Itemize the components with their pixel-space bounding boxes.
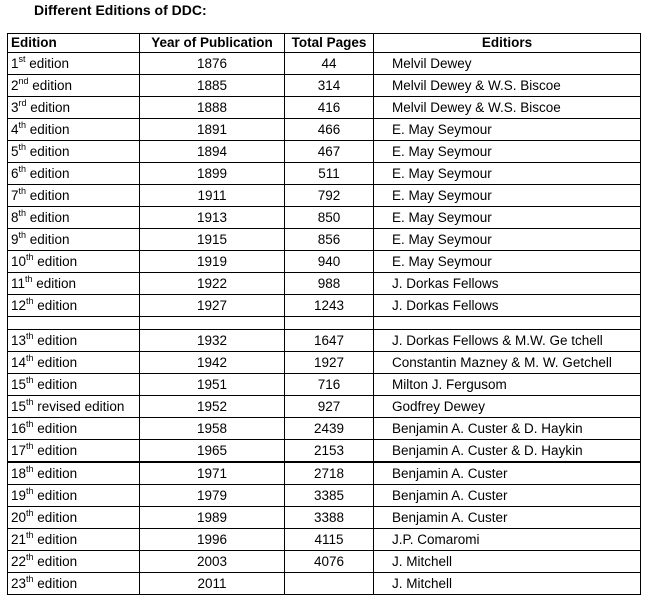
cell-pages: 511 [285,163,374,185]
cell-edition [8,119,140,141]
cell-edition [8,485,140,507]
edition-ordinal-suffix: th [26,418,34,429]
cell-pages: 4076 [285,551,374,573]
cell-year: 1888 [140,97,285,119]
table-row [8,207,641,229]
table-body [8,53,641,595]
cell-year: 1971 [140,462,285,485]
table-row [8,229,641,251]
edition-number: 18 [11,466,27,481]
edition-ordinal-suffix: th [18,119,27,130]
edition-ordinal-suffix: th [26,485,34,496]
cell-year: 1965 [140,440,285,463]
edition-number: 23 [11,576,27,591]
edition-number: 12 [11,298,27,313]
edition-label: edition [33,488,78,503]
cell-pages: 1243 [285,295,374,317]
table-row [8,529,641,551]
cell-year: 1942 [140,352,285,374]
cell-edition [8,53,140,75]
page-title: Different Editions of DDC: [34,2,207,18]
cell-editors: Milton J. Fergusom [374,374,641,396]
edition-number: 21 [11,532,27,547]
table-row [8,573,641,595]
edition-ordinal-suffix: th [18,185,27,196]
edition-number: 8 [11,210,19,225]
cell-pages: 988 [285,273,374,295]
cell-year: 1951 [140,374,285,396]
table-row [8,273,641,295]
table-row [8,551,641,573]
edition-label: edition [33,298,78,313]
edition-label: edition [33,510,78,525]
cell-editors: Melvil Dewey [374,53,641,75]
edition-ordinal-suffix: th [18,207,27,218]
cell-edition [8,273,140,295]
cell-editors: Benjamin A. Custer [374,507,641,529]
edition-label: edition [33,421,78,436]
cell-edition [8,97,140,119]
cell-edition [8,330,140,352]
cell-editors: E. May Seymour [374,119,641,141]
cell-year: 1913 [140,207,285,229]
cell-editors: Benjamin A. Custer & D. Haykin [374,418,641,440]
cell-edition [8,207,140,229]
cell-editors: J. Mitchell [374,573,641,595]
edition-number: 3 [11,100,19,115]
table-row [8,53,641,75]
cell-pages: 2718 [285,462,374,485]
cell-edition [8,396,140,418]
cell-pages: 2153 [285,440,374,463]
edition-label: edition [26,100,71,115]
cell-year: 1989 [140,507,285,529]
edition-label: edition [26,232,70,247]
cell-editors: E. May Seymour [374,251,641,273]
edition-ordinal-suffix: th [18,163,27,174]
cell-editors: E. May Seymour [374,185,641,207]
cell-pages: 940 [285,251,374,273]
cell-pages: 314 [285,75,374,97]
edition-ordinal-suffix: st [18,53,26,64]
cell-editors: J. Dorkas Fellows [374,273,641,295]
edition-label: edition [26,144,70,159]
spacer-cell [140,317,285,330]
edition-number: 20 [11,510,27,525]
table-row [8,97,641,119]
edition-ordinal-suffix: th [26,529,34,540]
edition-ordinal-suffix: th [26,251,34,262]
cell-edition [8,251,140,273]
edition-number: 6 [11,166,19,181]
table-row [8,507,641,529]
edition-label: edition [26,188,70,203]
cell-edition [8,573,140,595]
edition-label: edition [33,576,78,591]
cell-year: 1911 [140,185,285,207]
edition-ordinal-suffix: th [26,440,34,451]
header-editors: Editiors [374,34,641,53]
edition-number: 1 [11,56,19,71]
edition-number: 14 [11,355,27,370]
cell-pages: 3385 [285,485,374,507]
edition-label: edition [32,276,77,291]
edition-ordinal-suffix: th [26,330,34,341]
editions-table [7,33,641,595]
edition-number: 22 [11,554,27,569]
cell-pages: 4115 [285,529,374,551]
table-row [8,141,641,163]
cell-pages: 3388 [285,507,374,529]
edition-ordinal-suffix: th [25,273,33,284]
cell-edition [8,440,140,463]
edition-label: edition [33,532,78,547]
edition-ordinal-suffix: th [18,141,27,152]
cell-editors: Benjamin A. Custer & D. Haykin [374,440,641,463]
edition-ordinal-suffix: th [26,463,34,474]
cell-pages: 792 [285,185,374,207]
edition-label: edition [33,333,78,348]
edition-label: edition [26,166,70,181]
cell-editors: E. May Seymour [374,141,641,163]
cell-pages: 44 [285,53,374,75]
edition-ordinal-suffix: th [26,507,34,518]
table-row [8,485,641,507]
spacer-cell [374,317,641,330]
cell-edition [8,462,140,485]
edition-ordinal-suffix: th [26,374,34,385]
cell-editors: E. May Seymour [374,163,641,185]
cell-editors: Benjamin A. Custer [374,462,641,485]
cell-pages: 1927 [285,352,374,374]
cell-year: 1919 [140,251,285,273]
edition-number: 15 [11,399,27,414]
edition-number: 13 [11,333,27,348]
edition-label: edition [25,56,70,71]
cell-edition [8,163,140,185]
table-row [8,119,641,141]
cell-year: 1958 [140,418,285,440]
table-header-row [8,34,641,53]
header-year: Year of Publication [140,34,285,53]
edition-ordinal-suffix: th [26,396,34,407]
edition-label: edition [33,377,78,392]
cell-edition [8,185,140,207]
cell-edition [8,229,140,251]
cell-edition [8,374,140,396]
edition-number: 9 [11,232,19,247]
table-row [8,418,641,440]
table-row [8,462,641,485]
edition-label: revised edition [33,399,125,414]
edition-label: edition [33,466,78,481]
cell-pages: 467 [285,141,374,163]
cell-edition [8,507,140,529]
cell-editors: Melvil Dewey & W.S. Biscoe [374,75,641,97]
edition-number: 15 [11,377,27,392]
cell-pages [285,573,374,595]
edition-label: edition [33,443,78,458]
cell-year: 2003 [140,551,285,573]
edition-number: 5 [11,144,19,159]
cell-pages: 416 [285,97,374,119]
edition-number: 11 [11,276,26,291]
table-row [8,75,641,97]
edition-number: 10 [11,254,27,269]
spacer-cell [8,317,140,330]
cell-year: 1876 [140,53,285,75]
cell-editors: Melvil Dewey & W.S. Biscoe [374,97,641,119]
cell-pages: 850 [285,207,374,229]
cell-year: 1894 [140,141,285,163]
edition-ordinal-suffix: th [26,352,34,363]
cell-year: 1996 [140,529,285,551]
edition-number: 2 [11,78,19,93]
cell-pages: 856 [285,229,374,251]
table-row [8,251,641,273]
cell-edition [8,141,140,163]
cell-editors: E. May Seymour [374,207,641,229]
cell-year: 1885 [140,75,285,97]
edition-number: 7 [11,188,19,203]
cell-edition [8,352,140,374]
cell-editors: Constantin Mazney & M. W. Getchell [374,352,641,374]
edition-label: edition [33,254,78,269]
cell-year: 1915 [140,229,285,251]
cell-edition [8,295,140,317]
edition-number: 4 [11,122,19,137]
edition-ordinal-suffix: nd [18,75,29,86]
edition-label: edition [26,122,70,137]
table-row [8,295,641,317]
cell-year: 1899 [140,163,285,185]
cell-editors: J. Dorkas Fellows & M.W. Ge tchell [374,330,641,352]
header-edition: Edition [8,34,140,53]
cell-pages: 716 [285,374,374,396]
edition-label: edition [33,554,78,569]
cell-edition [8,529,140,551]
cell-year: 2011 [140,573,285,595]
cell-editors: J.P. Comaromi [374,529,641,551]
cell-editors: Benjamin A. Custer [374,485,641,507]
edition-number: 19 [11,488,27,503]
cell-year: 1927 [140,295,285,317]
edition-ordinal-suffix: th [18,229,27,240]
cell-edition [8,75,140,97]
edition-ordinal-suffix: th [26,295,34,306]
edition-number: 16 [11,421,27,436]
cell-year: 1932 [140,330,285,352]
header-pages: Total Pages [285,34,374,53]
spacer-cell [285,317,374,330]
edition-label: edition [28,78,73,93]
table-row [8,163,641,185]
table-row [8,440,641,463]
cell-pages: 2439 [285,418,374,440]
table-row [8,374,641,396]
cell-edition [8,418,140,440]
cell-editors: J. Dorkas Fellows [374,295,641,317]
table-row [8,396,641,418]
edition-label: edition [26,210,70,225]
table-row [8,330,641,352]
edition-ordinal-suffix: th [26,551,34,562]
edition-label: edition [33,355,78,370]
spacer-row [8,317,641,330]
table-row [8,352,641,374]
edition-ordinal-suffix: rd [18,97,27,108]
table-row [8,185,641,207]
cell-edition [8,551,140,573]
cell-editors: Godfrey Dewey [374,396,641,418]
cell-year: 1922 [140,273,285,295]
cell-pages: 927 [285,396,374,418]
cell-editors: E. May Seymour [374,229,641,251]
cell-year: 1979 [140,485,285,507]
cell-pages: 1647 [285,330,374,352]
cell-year: 1952 [140,396,285,418]
cell-editors: J. Mitchell [374,551,641,573]
cell-pages: 466 [285,119,374,141]
cell-year: 1891 [140,119,285,141]
edition-ordinal-suffix: th [26,573,34,584]
edition-number: 17 [11,443,27,458]
